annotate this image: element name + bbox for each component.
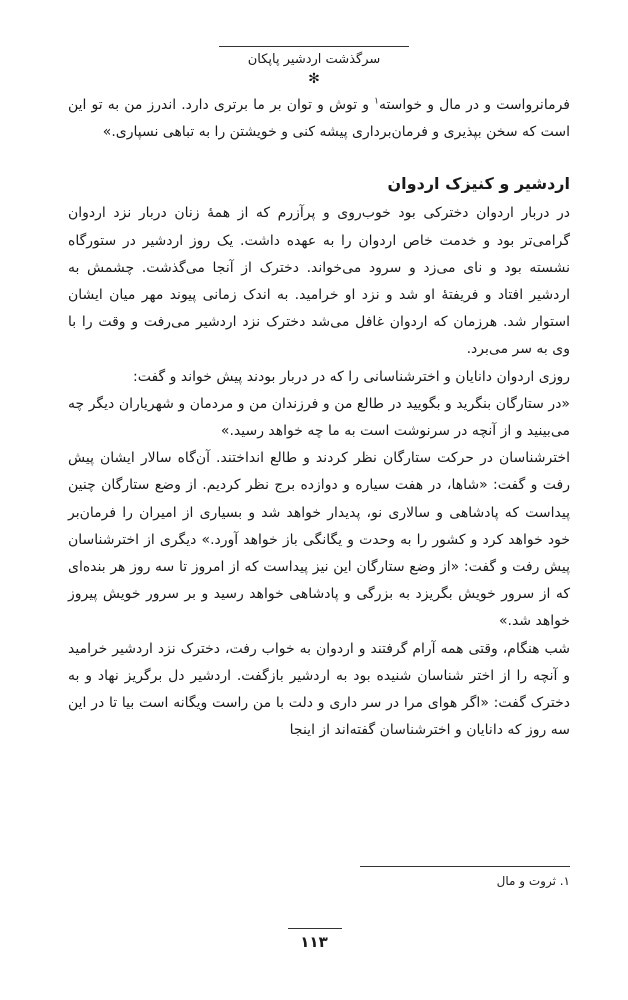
intro-text: فرمانرواست و در مال و خواسته <box>378 97 571 113</box>
page-number-rule <box>288 928 342 929</box>
header-top-rule <box>219 46 409 47</box>
intro-text-rest: و توش و توان بر ما برتری دارد. اندرز من به تو این است که سخن بپذیری و فرمان‌برداری پیشه کنی و خویشتن را به تباهی نسپاری.» <box>68 97 570 141</box>
footnote: ۱. ثروت و مال <box>496 874 570 888</box>
page-number: ۱۱۳ <box>300 933 328 951</box>
page-body <box>68 92 570 744</box>
paragraph-4: اخترشناسان در حرکت ستارگان نظر کردند و طالع انداختند. آن‌گاه سالار ایشان پیش رفت و گفت: «شاها، در هفت سیاره و دوازده برج نظر کردیم. از وضع ستارگان چنین پیداست که پادشاهی و سالاری نو، پدیدار خواهد شد و بسیاری از امیران را فرمان‌بر خود خواهد کرد و کشور را به وحدت و یگانگی باز خواهد آورد.» دیگری از اخترشناسان پیش رفت و گفت: «از وضع ستارگان این نیز پیداست که از امروز تا سه روز هر بنده‌ای که از سرور خویش بگریزد به بزرگی و پادشاهی خواهد رسید و بر سرور خویش پیروز خواهد شد.» <box>68 450 570 630</box>
footnote-separator <box>360 866 570 867</box>
asterisk-ornament-icon: ✻ <box>308 71 320 87</box>
footnote-marker: ۱ <box>374 96 379 107</box>
running-header <box>0 46 628 86</box>
section-heading: اردشیر و کنیزک اردوان <box>387 174 570 194</box>
running-header-title: سرگذشت اردشیر پاپکان <box>247 52 381 67</box>
paragraph-3: «در ستارگان بنگرید و بگویید در طالع من و فرزندان من و مردمان و شهریاران دیگر چه می‌بینید و از آنچه در سرنوشت است به ما چه خواهد رسید.» <box>68 395 570 440</box>
paragraph-2: روزی اردوان دانایان و اخترشناسانی را که در دربار بودند پیش خواند و گفت: <box>133 368 570 385</box>
paragraph-5: شب هنگام، وقتی همه آرام گرفتند و اردوان به خواب رفت، دخترک نزد اردشیر خرامید و آنچه را از اختر شناسان شنیده بود به اردشیر بازگفت. اردشیر دل برگریز نهاد و به دخترک گفت: «اگر هوای مرا در سر داری و دلت با من راست ویگانه است بیا تا در این سه روز که دانایان و اخترشناسان گفته‌اند از اینجا <box>68 640 570 739</box>
intro-paragraph <box>68 92 570 146</box>
paragraph-1: در دربار اردوان دخترکی بود خوب‌روی و پرآزرم که از همهٔ زنان دربار نزد اردوان گرامی‌تر بود و خدمت خاص اردوان را به عهده داشت. یک روز اردشیر در ستورگاه نشسته بود و نای می‌زد و سرود می‌خواند. دخترک از آنجا می‌گذشت. چشمش به اردشیر افتاد و فریفتهٔ او شد و نزد او خرامید. به اندک زمانی پیوند مهر میان ایشان استوار شد. هرزمان که اردوان غافل می‌شد دخترک نزد اردشیر می‌رفت و وقت را با وی به سر می‌برد. <box>68 205 570 358</box>
